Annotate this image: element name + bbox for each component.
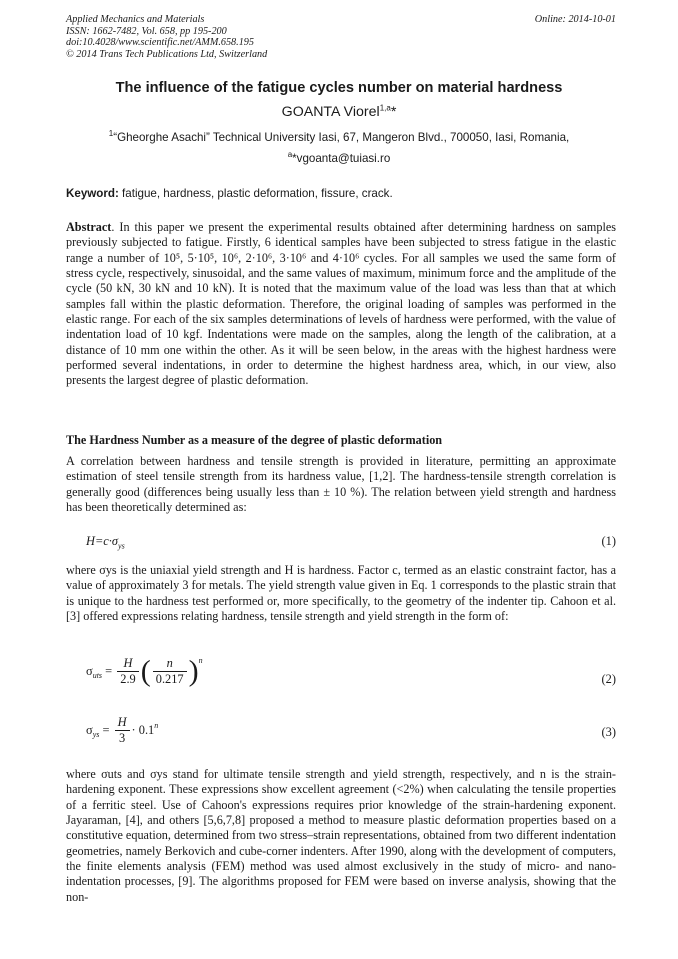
eq3-denominator: 3 xyxy=(118,731,126,745)
affiliation xyxy=(40,131,638,144)
eq1-expression: H=c·σ xyxy=(86,534,119,548)
eq2-number: (2) xyxy=(601,672,616,686)
equation-3 xyxy=(86,715,616,755)
journal-name: Applied Mechanics and Materials xyxy=(66,14,205,25)
body-paragraph-1: A correlation between hardness and tensile strength is provided in literature, permitting an approximate estimation of steel tensile strength from its hardness value, [1,2]. The hardness-tensile strength correlation is generally good (differences being usually less than ± 10 %). The relation between yield strength and hardness has been theoretically determined as: xyxy=(66,454,616,515)
eq1-number: (1) xyxy=(601,534,616,548)
email-sup: a xyxy=(287,150,293,160)
body-paragraph-2: where σys is the uniaxial yield strength and H is hardness. Factor c, termed as an elastic constraint factor, has a value of approximately 3 for metals. The yield strength value given in Eq. 1 corresponds to the plastic strain that is unique to the hardness test performed or, more specifically, to the geometry of the indenter tip. Cahoon et al. [3] offered expressions relating hardness, tensile strength and yield strength in the form of: xyxy=(66,563,616,624)
journal-issn: ISSN: 1662-7482, Vol. 658, pp 195-200 xyxy=(66,25,227,37)
author-email xyxy=(40,152,638,165)
eq3-fraction xyxy=(115,715,130,746)
eq2-right-paren: ) xyxy=(188,654,199,688)
email-text: *vgoanta@tuiasi.ro xyxy=(292,152,391,165)
journal-copyright: © 2014 Trans Tech Publications Ltd, Switzerland xyxy=(66,48,268,60)
journal-header xyxy=(66,14,616,60)
eq3-subscript: ys xyxy=(92,729,100,739)
abstract xyxy=(66,220,616,389)
eq2-denominator-2: 0.217 xyxy=(155,672,184,686)
journal-doi: doi:10.4028/www.scientific.net/AMM.658.195 xyxy=(66,37,254,49)
eq2-subscript: uts xyxy=(92,670,103,680)
author-star: * xyxy=(390,104,397,120)
eq2-numerator-1: H xyxy=(117,656,139,672)
section-heading: The Hardness Number as a measure of the degree of plastic deformation xyxy=(66,433,443,447)
eq2-exponent: n xyxy=(198,656,203,665)
author-line xyxy=(40,104,638,120)
online-date: Online: 2014-10-01 xyxy=(534,14,616,25)
eq2-fraction-2 xyxy=(153,656,187,687)
eq3-equals: = xyxy=(102,723,110,737)
keyword-text: fatigue, hardness, plastic deformation, fissure, crack. xyxy=(118,187,393,200)
author-sup: 1,a xyxy=(379,103,391,113)
affiliation-text: “Gheorghe Asachi” Technical University Iasi, 67, Mangeron Blvd., 700050, Iasi, Romania, xyxy=(113,131,570,144)
eq3-sigma: σ xyxy=(86,723,93,737)
eq1-subscript: ys xyxy=(118,541,125,551)
eq2-left-paren: ( xyxy=(140,654,151,688)
eq2-sigma: σ xyxy=(86,664,93,678)
eq2-fraction-1 xyxy=(117,656,139,687)
eq3-number: (3) xyxy=(601,725,616,739)
body-paragraph-3: where σuts and σys stand for ultimate tensile strength and yield strength, respectively, and n is the strain-hardening exponent. These expressions show excellent agreement (<2%) when calculating the tensile properties of a ferritic steel. Use of Cahoon's expressions requires prior knowledge of the strain-hardening exponent. Jayaraman, [4], and others [5,6,7,8] proposed a method to measure plastic deformation properties based on a constitutive equation, determined from two stress–strain representations, obtained from two different indentation geometries, namely Berkovich and cube-corner indenters. After 1990, along with the development of computers, the finite elements analysis (FEM) method was used almost exclusively in the study of micro- and nano-indentation processes, [9]. The algorithms proposed for FEM were based on inverse analysis, showing that the non- xyxy=(66,767,616,904)
abstract-label: Abstract xyxy=(66,220,112,234)
eq3-exponent: n xyxy=(154,721,159,731)
eq2-denominator-1: 2.9 xyxy=(120,672,136,686)
keywords xyxy=(66,187,616,200)
eq2-numerator-2: n xyxy=(153,656,187,672)
equation-2 xyxy=(86,656,616,704)
affiliation-sup: 1 xyxy=(108,129,114,139)
equation-1 xyxy=(86,534,616,550)
eq3-numerator: H xyxy=(115,715,130,731)
eq2-equals: = xyxy=(105,664,113,678)
abstract-text: . In this paper we present the experimental results obtained after determining hardness on samples previously subjected to fatigue. Firstly, 6 identical samples have been subjected to stress fatigue in the elastic range a number of 10⁵, 5·10⁵, 10⁶, 2·10⁶, 3·10⁶ and 4·10⁶ cycles. For all samples we used the same form of stress cycle, respectively, sinusoidal, and the same values of maximum, minimum force and the amplitude of the cycle (50 kN, 30 kN and 10 kN). It is noted that the maximum value of the load was less than that at which samples fall within the plastic deformation. Therefore, the original loading of samples was performed in the elastic range. For each of the six samples determinations of levels of hardness were performed, with the value of indentation load of 10 kgf. Indentations were made on the samples, along the length of the calibration, at a distance of 10 mm one within the other. As it will be seen below, in the areas with the highest hardness were performed several indentations, in order to determine the highest hardness area, which, in our view, also presents the largest degree of plastic deformation. xyxy=(66,220,616,388)
eq3-tail: · 0.1 xyxy=(131,723,155,737)
paper-title: The influence of the fatigue cycles number on material hardness xyxy=(115,80,563,96)
author-name: GOANTA Viorel xyxy=(281,104,380,120)
keyword-label: Keyword: xyxy=(66,187,119,200)
